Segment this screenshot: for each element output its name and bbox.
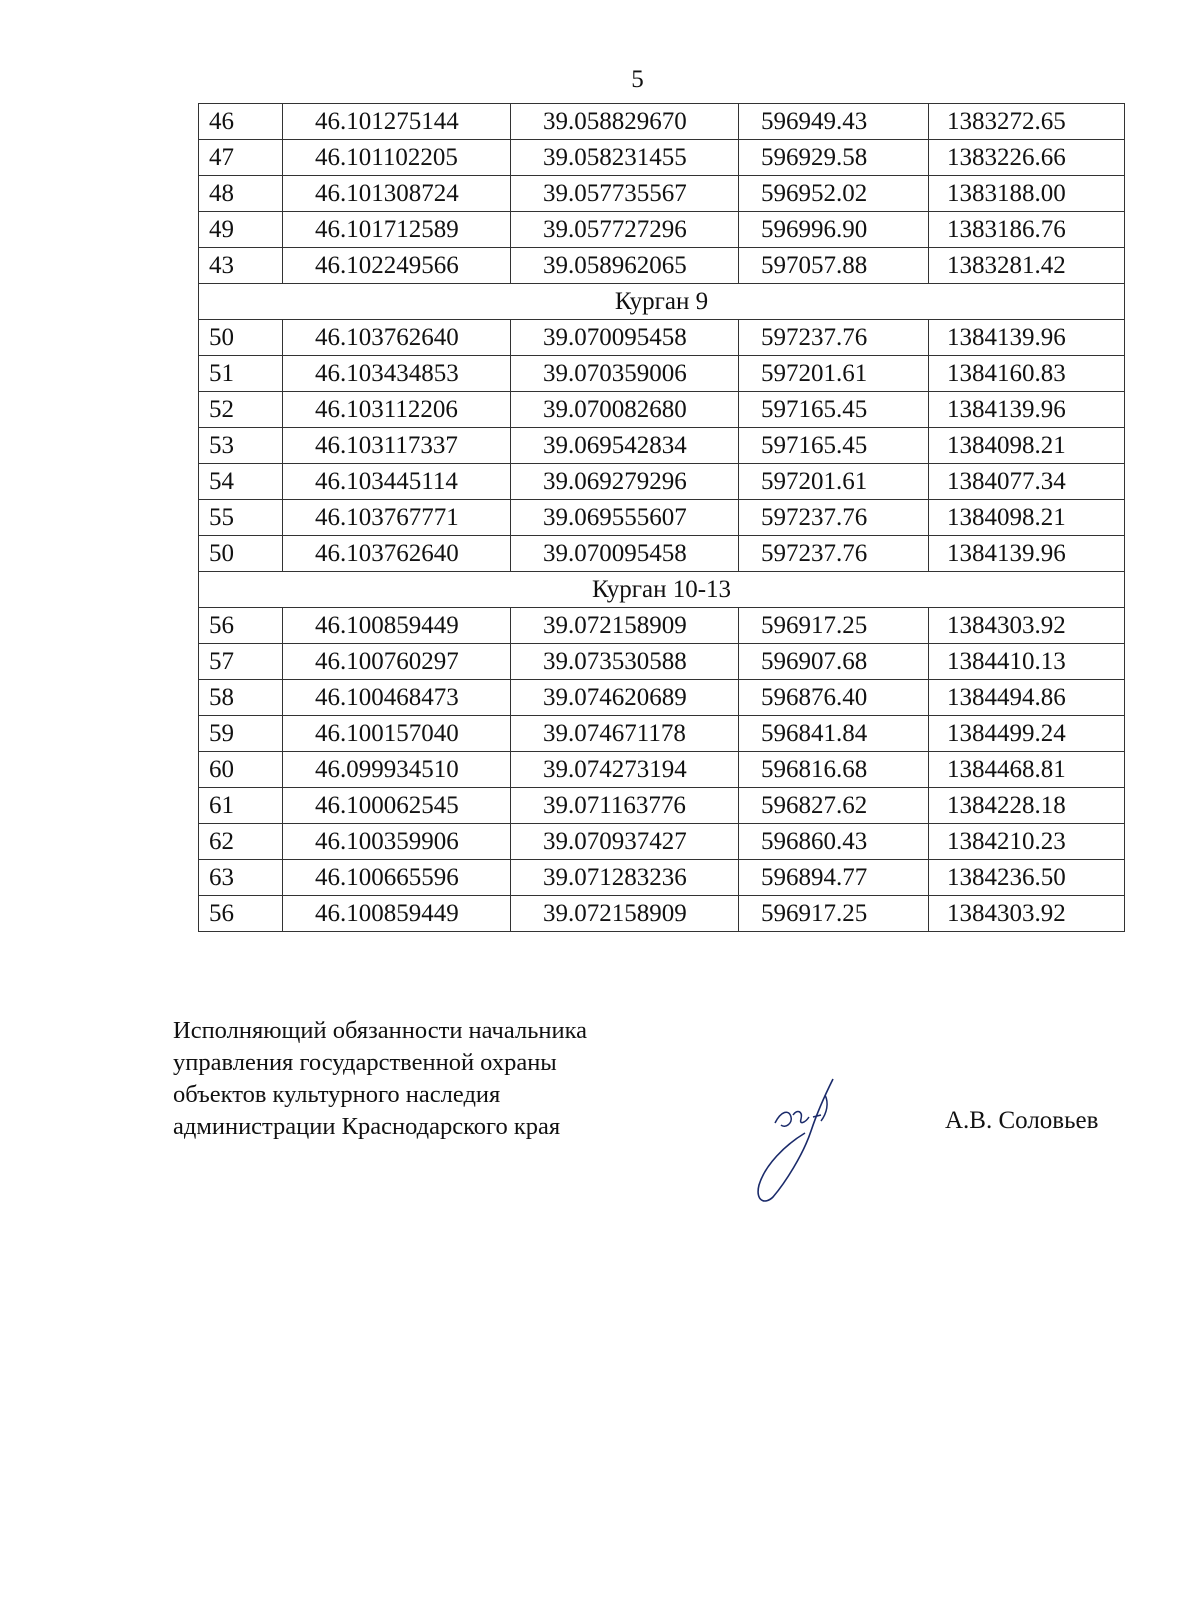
latitude-cell: 46.103117337 — [283, 428, 511, 464]
longitude-cell: 39.071163776 — [511, 788, 739, 824]
section-header-row — [199, 284, 1125, 320]
point-number-cell: 53 — [199, 428, 283, 464]
latitude-cell: 46.103434853 — [283, 356, 511, 392]
point-number-cell: 50 — [199, 536, 283, 572]
y-coordinate-cell: 1384494.86 — [929, 680, 1125, 716]
y-coordinate-cell: 1383272.65 — [929, 104, 1125, 140]
x-coordinate-cell: 597165.45 — [739, 428, 929, 464]
y-coordinate-cell: 1384410.13 — [929, 644, 1125, 680]
longitude-cell: 39.070095458 — [511, 536, 739, 572]
point-number-cell: 61 — [199, 788, 283, 824]
y-coordinate-cell: 1384228.18 — [929, 788, 1125, 824]
y-coordinate-cell: 1384139.96 — [929, 536, 1125, 572]
latitude-cell: 46.102249566 — [283, 248, 511, 284]
table-row — [199, 428, 1125, 464]
longitude-cell: 39.070095458 — [511, 320, 739, 356]
table-row — [199, 716, 1125, 752]
latitude-cell: 46.100665596 — [283, 860, 511, 896]
longitude-cell: 39.073530588 — [511, 644, 739, 680]
latitude-cell: 46.100859449 — [283, 608, 511, 644]
section-header-row — [199, 572, 1125, 608]
latitude-cell: 46.100157040 — [283, 716, 511, 752]
point-number-cell: 62 — [199, 824, 283, 860]
coordinates-table — [198, 103, 1125, 932]
latitude-cell: 46.101275144 — [283, 104, 511, 140]
longitude-cell: 39.069279296 — [511, 464, 739, 500]
longitude-cell: 39.071283236 — [511, 860, 739, 896]
point-number-cell: 60 — [199, 752, 283, 788]
table-row — [199, 500, 1125, 536]
point-number-cell: 63 — [199, 860, 283, 896]
latitude-cell: 46.103445114 — [283, 464, 511, 500]
point-number-cell: 56 — [199, 896, 283, 932]
table-row — [199, 608, 1125, 644]
latitude-cell: 46.103762640 — [283, 320, 511, 356]
coordinates-table-body — [199, 104, 1125, 932]
x-coordinate-cell: 596907.68 — [739, 644, 929, 680]
x-coordinate-cell: 596860.43 — [739, 824, 929, 860]
y-coordinate-cell: 1383188.00 — [929, 176, 1125, 212]
x-coordinate-cell: 596917.25 — [739, 608, 929, 644]
x-coordinate-cell: 596876.40 — [739, 680, 929, 716]
longitude-cell: 39.069542834 — [511, 428, 739, 464]
longitude-cell: 39.070082680 — [511, 392, 739, 428]
longitude-cell: 39.057727296 — [511, 212, 739, 248]
table-row — [199, 104, 1125, 140]
table-row — [199, 140, 1125, 176]
point-number-cell: 47 — [199, 140, 283, 176]
x-coordinate-cell: 596827.62 — [739, 788, 929, 824]
table-row — [199, 788, 1125, 824]
y-coordinate-cell: 1384303.92 — [929, 608, 1125, 644]
x-coordinate-cell: 596949.43 — [739, 104, 929, 140]
signer-name: А.В. Соловьев — [945, 1107, 1099, 1134]
x-coordinate-cell: 596952.02 — [739, 176, 929, 212]
point-number-cell: 49 — [199, 212, 283, 248]
position-line: администрации Краснодарского края — [173, 1113, 561, 1140]
x-coordinate-cell: 597201.61 — [739, 464, 929, 500]
x-coordinate-cell: 597201.61 — [739, 356, 929, 392]
longitude-cell: 39.058962065 — [511, 248, 739, 284]
latitude-cell: 46.101308724 — [283, 176, 511, 212]
latitude-cell: 46.103767771 — [283, 500, 511, 536]
point-number-cell: 59 — [199, 716, 283, 752]
longitude-cell: 39.058231455 — [511, 140, 739, 176]
point-number-cell: 43 — [199, 248, 283, 284]
handwritten-signature — [755, 1075, 875, 1205]
signature-position-block — [173, 1015, 587, 1143]
table-row — [199, 644, 1125, 680]
table-row — [199, 536, 1125, 572]
x-coordinate-cell: 597237.76 — [739, 536, 929, 572]
y-coordinate-cell: 1384236.50 — [929, 860, 1125, 896]
x-coordinate-cell: 596816.68 — [739, 752, 929, 788]
point-number-cell: 57 — [199, 644, 283, 680]
table-row — [199, 680, 1125, 716]
y-coordinate-cell: 1383281.42 — [929, 248, 1125, 284]
y-coordinate-cell: 1384160.83 — [929, 356, 1125, 392]
x-coordinate-cell: 597165.45 — [739, 392, 929, 428]
x-coordinate-cell: 597237.76 — [739, 500, 929, 536]
longitude-cell: 39.070359006 — [511, 356, 739, 392]
x-coordinate-cell: 596894.77 — [739, 860, 929, 896]
section-title: Курган 10-13 — [199, 572, 1125, 608]
point-number-cell: 52 — [199, 392, 283, 428]
section-title: Курган 9 — [199, 284, 1125, 320]
point-number-cell: 51 — [199, 356, 283, 392]
y-coordinate-cell: 1384098.21 — [929, 500, 1125, 536]
table-row — [199, 320, 1125, 356]
latitude-cell: 46.100359906 — [283, 824, 511, 860]
y-coordinate-cell: 1384098.21 — [929, 428, 1125, 464]
longitude-cell: 39.072158909 — [511, 608, 739, 644]
point-number-cell: 54 — [199, 464, 283, 500]
x-coordinate-cell: 596841.84 — [739, 716, 929, 752]
point-number-cell: 56 — [199, 608, 283, 644]
table-row — [199, 752, 1125, 788]
position-line: объектов культурного наследия — [173, 1081, 501, 1108]
longitude-cell: 39.074273194 — [511, 752, 739, 788]
longitude-cell: 39.057735567 — [511, 176, 739, 212]
point-number-cell: 55 — [199, 500, 283, 536]
latitude-cell: 46.100859449 — [283, 896, 511, 932]
x-coordinate-cell: 596917.25 — [739, 896, 929, 932]
point-number-cell: 46 — [199, 104, 283, 140]
latitude-cell: 46.103762640 — [283, 536, 511, 572]
latitude-cell: 46.101102205 — [283, 140, 511, 176]
latitude-cell: 46.099934510 — [283, 752, 511, 788]
table-row — [199, 896, 1125, 932]
y-coordinate-cell: 1384468.81 — [929, 752, 1125, 788]
y-coordinate-cell: 1384139.96 — [929, 392, 1125, 428]
page-number: 5 — [631, 66, 644, 93]
x-coordinate-cell: 597237.76 — [739, 320, 929, 356]
y-coordinate-cell: 1384139.96 — [929, 320, 1125, 356]
x-coordinate-cell: 596929.58 — [739, 140, 929, 176]
position-line: управления государственной охраны — [173, 1049, 557, 1076]
y-coordinate-cell: 1384077.34 — [929, 464, 1125, 500]
position-line: Исполняющий обязанности начальника — [173, 1017, 587, 1044]
y-coordinate-cell: 1384303.92 — [929, 896, 1125, 932]
x-coordinate-cell: 597057.88 — [739, 248, 929, 284]
y-coordinate-cell: 1384499.24 — [929, 716, 1125, 752]
longitude-cell: 39.069555607 — [511, 500, 739, 536]
y-coordinate-cell: 1384210.23 — [929, 824, 1125, 860]
y-coordinate-cell: 1383226.66 — [929, 140, 1125, 176]
y-coordinate-cell: 1383186.76 — [929, 212, 1125, 248]
longitude-cell: 39.070937427 — [511, 824, 739, 860]
point-number-cell: 50 — [199, 320, 283, 356]
table-row — [199, 176, 1125, 212]
table-row — [199, 248, 1125, 284]
table-row — [199, 824, 1125, 860]
latitude-cell: 46.100760297 — [283, 644, 511, 680]
longitude-cell: 39.072158909 — [511, 896, 739, 932]
table-row — [199, 212, 1125, 248]
latitude-cell: 46.100062545 — [283, 788, 511, 824]
point-number-cell: 48 — [199, 176, 283, 212]
longitude-cell: 39.074671178 — [511, 716, 739, 752]
point-number-cell: 58 — [199, 680, 283, 716]
table-row — [199, 860, 1125, 896]
longitude-cell: 39.058829670 — [511, 104, 739, 140]
table-row — [199, 392, 1125, 428]
table-row — [199, 356, 1125, 392]
latitude-cell: 46.101712589 — [283, 212, 511, 248]
latitude-cell: 46.103112206 — [283, 392, 511, 428]
x-coordinate-cell: 596996.90 — [739, 212, 929, 248]
table-row — [199, 464, 1125, 500]
latitude-cell: 46.100468473 — [283, 680, 511, 716]
longitude-cell: 39.074620689 — [511, 680, 739, 716]
